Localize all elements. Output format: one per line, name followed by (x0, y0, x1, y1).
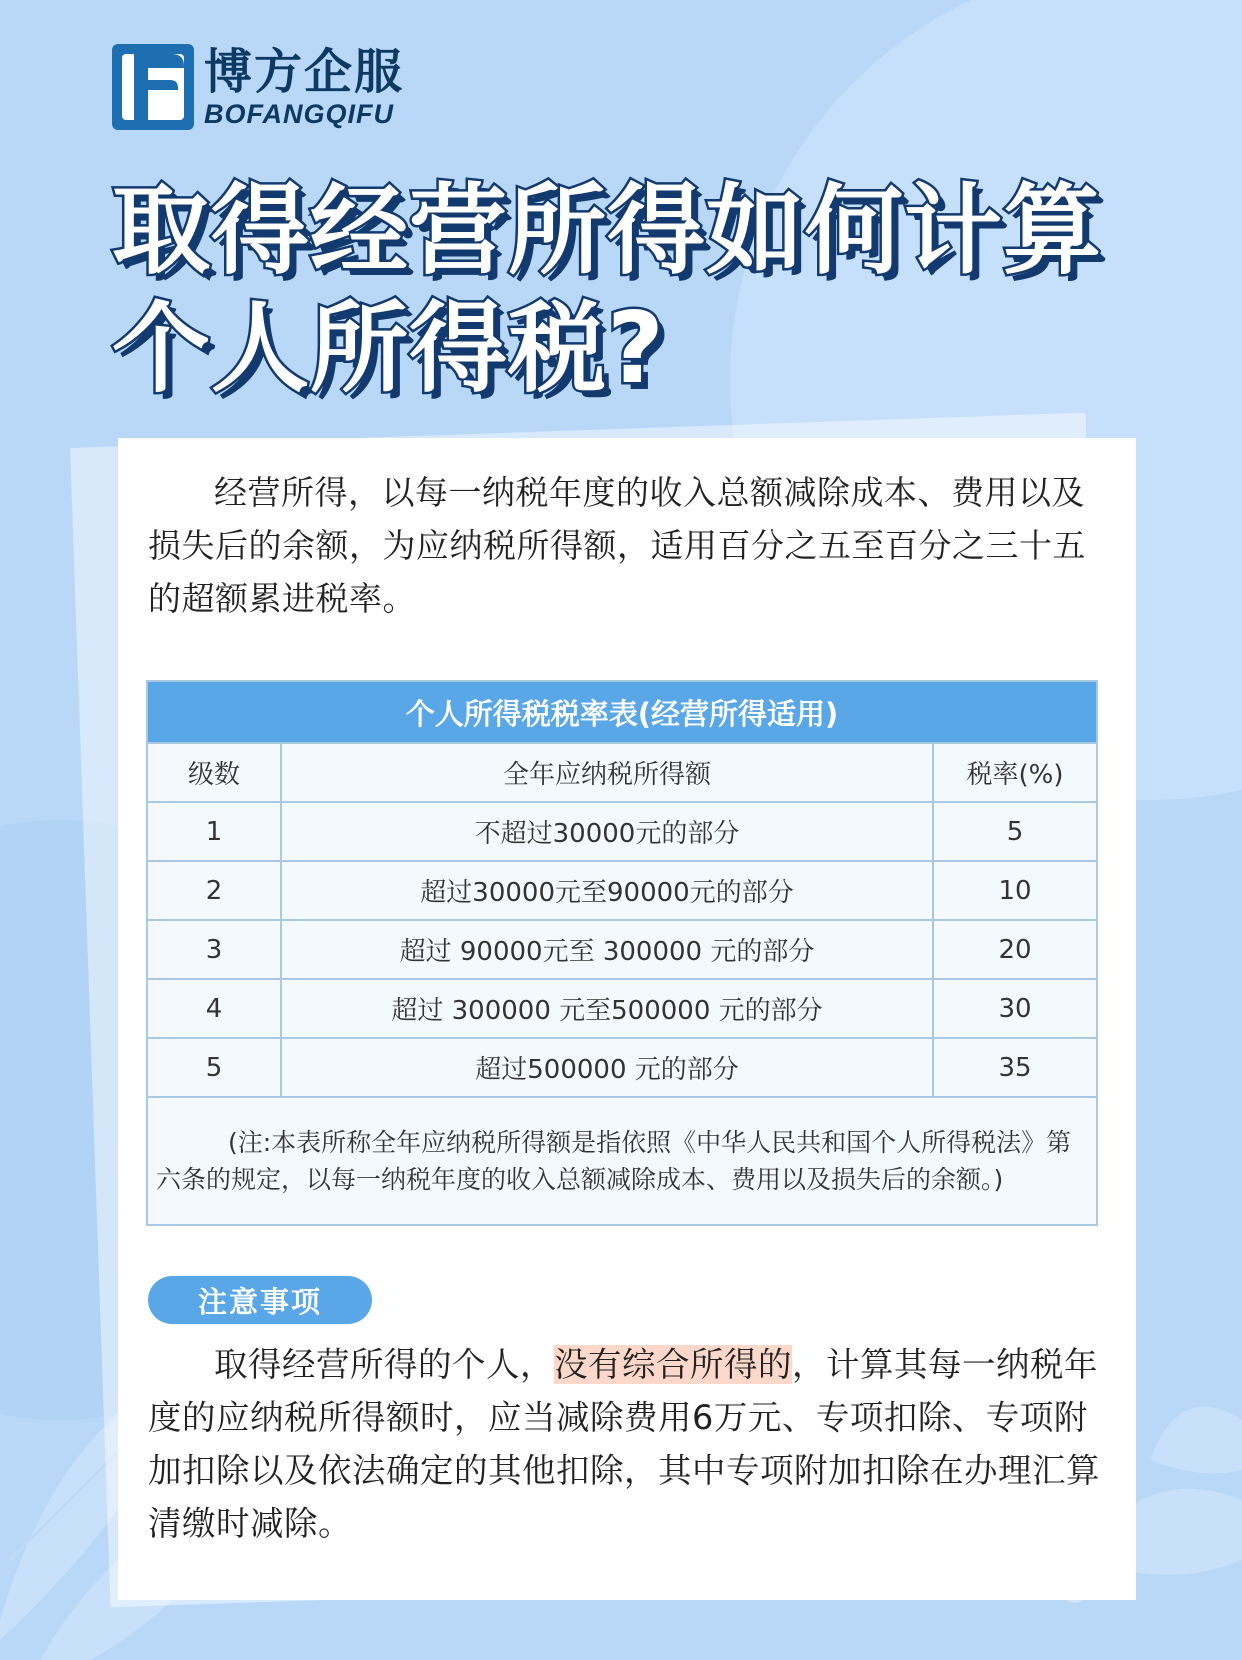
notice-paragraph (148, 1338, 1116, 1550)
cell-rate: 10 (998, 875, 1032, 906)
cell-level: 3 (148, 921, 282, 978)
brand-subtitle: BOFANGQIFU (204, 99, 394, 129)
table-row (148, 978, 1096, 1037)
table-row (148, 919, 1096, 978)
cell-income: 不超过30000元的部分 (282, 803, 934, 860)
content-card (118, 438, 1136, 1600)
cell-income: 超过 90000元至 300000 元的部分 (282, 921, 934, 978)
table-header-row (148, 742, 1096, 801)
cell-level: 2 (148, 862, 282, 919)
header-income: 全年应纳税所得额 (282, 744, 934, 801)
cell-rate: 35 (998, 1052, 1032, 1083)
header-level: 级数 (148, 744, 282, 801)
table-row (148, 1037, 1096, 1096)
brand-logo (112, 44, 404, 130)
table-note: (注:本表所称全年应纳税所得额是指依照《中华人民共和国个人所得税法》第六条的规定，以每一纳税年度的收入总额减除成本、费用以及损失后的余额。) (148, 1096, 1096, 1224)
cell-income: 超过500000 元的部分 (282, 1039, 934, 1096)
brand-name: 博方企服 (204, 44, 405, 100)
notice-highlight: 没有综合所得的 (554, 1345, 792, 1384)
table-row (148, 801, 1096, 860)
cell-rate: 30 (998, 993, 1032, 1024)
cell-income: 超过 300000 元至500000 元的部分 (282, 980, 934, 1037)
notice-text-before: 取得经营所得的个人， (214, 1345, 554, 1384)
header-rate: 税率(%) (966, 760, 1064, 790)
notice-label: 注意事项 (148, 1276, 372, 1324)
logo-f-icon (112, 44, 194, 130)
cell-level: 1 (148, 803, 282, 860)
cell-level: 5 (148, 1039, 282, 1096)
cell-rate: 5 (1006, 816, 1024, 847)
cell-income: 超过30000元至90000元的部分 (282, 862, 934, 919)
cell-level: 4 (148, 980, 282, 1037)
table-row (148, 860, 1096, 919)
intro-paragraph: 经营所得，以每一纳税年度的收入总额减除成本、费用以及损失后的余额，为应纳税所得额，适用百分之五至百分之三十五的超额累进税率。 (148, 473, 1086, 618)
page-title-line-2: 个人所得税? (112, 292, 665, 406)
notice-text-after: ，计算其每一纳税年度的应纳税所得额时，应当减除费用6万元、专项扣除、专项附加扣除以及依法确定的其他扣除，其中专项附加扣除在办理汇算清缴时减除。 (148, 1345, 1100, 1543)
tax-rate-table (146, 680, 1098, 1226)
page-title (112, 172, 1102, 408)
table-caption: 个人所得税税率表(经营所得适用) (148, 682, 1096, 742)
page-title-line-1: 取得经营所得如何计算 (112, 174, 1103, 288)
cell-rate: 20 (998, 934, 1032, 965)
